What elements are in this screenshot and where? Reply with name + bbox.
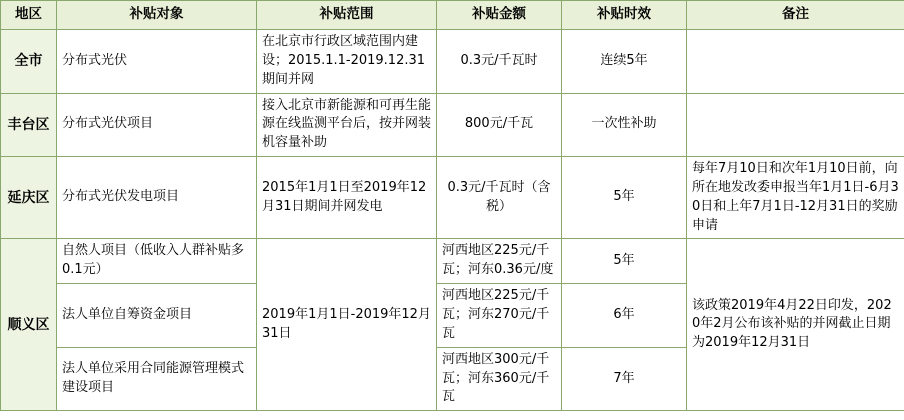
cell-period: 一次性补助 [562, 93, 687, 157]
cell-target: 法人单位采用合同能源管理模式建设项目 [57, 347, 257, 411]
cell-period: 7年 [562, 347, 687, 411]
cell-scope: 2019年1月1日-2019年12月31日 [257, 239, 437, 411]
table-row [1, 30, 904, 94]
header-row [1, 1, 904, 30]
column-header-scope: 补贴范围 [257, 1, 437, 30]
column-header-target: 补贴对象 [57, 1, 257, 30]
cell-amount: 0.3元/千瓦时（含税） [437, 157, 562, 239]
cell-region: 丰台区 [1, 93, 57, 157]
table-row [1, 93, 904, 157]
table-header [1, 1, 904, 30]
cell-remark [687, 93, 904, 157]
cell-amount: 0.3元/千瓦时 [437, 30, 562, 94]
cell-period: 6年 [562, 284, 687, 348]
cell-amount: 河西地区225元/千瓦；河东0.36元/度 [437, 239, 562, 284]
column-header-remark: 备注 [687, 1, 904, 30]
cell-period: 5年 [562, 157, 687, 239]
cell-target: 分布式光伏项目 [57, 93, 257, 157]
cell-scope: 2015年1月1日至2019年12月31日期间并网发电 [257, 157, 437, 239]
cell-scope: 接入北京市新能源和可再生能源在线监测平台后，按并网装机容量补助 [257, 93, 437, 157]
column-header-period: 补贴时效 [562, 1, 687, 30]
cell-region: 延庆区 [1, 157, 57, 239]
cell-region: 全市 [1, 30, 57, 94]
column-header-region: 地区 [1, 1, 57, 30]
cell-target: 自然人项目（低收入人群补贴多0.1元） [57, 239, 257, 284]
table-body [1, 30, 904, 411]
column-header-amount: 补贴金额 [437, 1, 562, 30]
cell-scope: 在北京市行政区域范围内建设；2015.1.1-2019.12.31期间并网 [257, 30, 437, 94]
cell-region: 顺义区 [1, 239, 57, 411]
cell-period: 5年 [562, 239, 687, 284]
cell-period: 连续5年 [562, 30, 687, 94]
cell-target: 分布式光伏 [57, 30, 257, 94]
cell-target: 法人单位自筹资金项目 [57, 284, 257, 348]
cell-amount: 河西地区300元/千瓦；河东360元/千瓦 [437, 347, 562, 411]
cell-amount: 800元/千瓦 [437, 93, 562, 157]
table-row [1, 239, 904, 284]
cell-remark [687, 30, 904, 94]
table-row [1, 157, 904, 239]
cell-remark: 该政策2019年4月22日印发，2020年2月公布该补贴的并网截止日期为2019年12月31日 [687, 239, 904, 411]
cell-remark: 每年7月10日和次年1月10日前，向所在地发改委申报当年1月1日-6月30日和上年7月1日-12月31日的奖励申请 [687, 157, 904, 239]
cell-amount: 河西地区225元/千瓦；河东270元/千瓦 [437, 284, 562, 348]
cell-target: 分布式光伏发电项目 [57, 157, 257, 239]
